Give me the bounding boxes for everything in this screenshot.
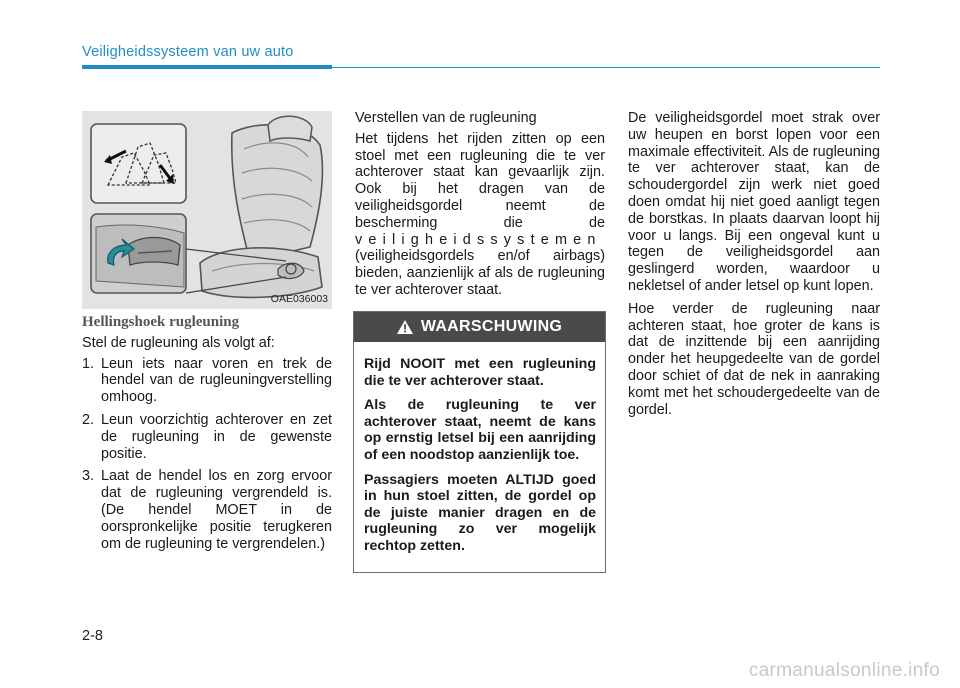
- step-text: Leun voorzichtig achterover en zet de rugleuning in de gewenste positie.: [101, 411, 332, 462]
- list-item: [82, 468, 332, 552]
- seat-drawing: [82, 111, 332, 309]
- intro-text: Stel de rugleuning als volgt af:: [82, 334, 275, 351]
- step-number: 2.: [82, 411, 95, 428]
- warning-paragraph: Als de rugleuning te ver achterover staat, neemt de kans op ernstig letsel bij een aanrijding of een noodstop aanzienlijk toe.: [364, 397, 596, 463]
- section-heading: Hellingshoek rugleuning: [82, 314, 240, 330]
- warning-box: [353, 311, 606, 573]
- warning-body: [364, 356, 596, 563]
- body-paragraph: Hoe verder de rugleuning naar achteren staat, hoe groter de kans is dat de inzittende bij een aanrijding onder het heupgedeelte van de gordel door schiet of dat de nek in aanraking komt met het schoudergedeelte van de gordel.: [628, 300, 880, 418]
- section-header-title: Veiligheidssysteem van uw auto: [82, 44, 294, 60]
- warning-title: WAARSCHUWING: [420, 318, 563, 335]
- page-number: 2-8: [82, 628, 103, 644]
- right-column: [628, 110, 880, 418]
- body-paragraph: De veiligheidsgordel moet strak over uw heupen en borst lopen voor een maximale effectiviteit. Als de rugleuning te ver achterover staat, kan de schoudergordel zijn werk niet goed doen omdat hij niet goed aanligt tegen de borstkas. In plaats daarvan loopt hij voor u langs. Bij een ongeval kunt u tegen de veiligheidsgordel aan geslingerd worden, waardoor u nekletsel of ander letsel op kunt lopen.: [628, 110, 880, 294]
- header-rule-accent: [82, 65, 332, 69]
- step-number: 3.: [82, 468, 95, 485]
- figure-caption: OAE036003: [270, 293, 328, 305]
- list-item: [82, 412, 332, 462]
- paragraph-part: Het tijdens het rijden zitten op een stoel met een rugleuning die te ver achterover staat kan gevaarlijk zijn. Ook bij het dragen van de veiligheidsgordel neemt de bescherming die de: [355, 130, 605, 231]
- body-paragraph: [355, 131, 605, 299]
- middle-column: [355, 110, 605, 299]
- step-text: Leun iets naar voren en trek de hendel van de rugleuningverstelling omhoog.: [101, 355, 332, 406]
- paragraph-part: (veiligheidsgordels en/of airbags) bieden, aanzienlijk af als de rugleuning te ver achterover staat.: [355, 248, 605, 298]
- steps-list: [82, 356, 332, 553]
- warning-paragraph: Rijd NOOIT met een rugleuning die te ver achterover staat.: [364, 356, 596, 389]
- warning-paragraph: Passagiers moeten ALTIJD goed in hun stoel zitten, de gordel op de juiste manier dragen en de rugleuning zo ver mogelijk rechtop zetten.: [364, 471, 596, 554]
- watermark: carmanualsonline.info: [748, 660, 940, 681]
- list-item: [82, 356, 332, 406]
- step-text: Laat de hendel los en zorg ervoor dat de rugleuning vergrendeld is. (De hendel MOET in de oorspronkelijke positie terugkeren om de rugleuning te vergrendelen.): [101, 468, 332, 552]
- seat-illustration: [82, 111, 332, 309]
- spaced-word: veiligheidssystemen: [355, 231, 602, 248]
- step-number: 1.: [82, 355, 95, 372]
- warning-triangle-icon: [397, 320, 413, 334]
- header-rule: [332, 67, 880, 68]
- subheading: Verstellen van de rugleuning: [355, 110, 537, 126]
- left-column: [82, 314, 332, 558]
- warning-banner: [354, 312, 605, 342]
